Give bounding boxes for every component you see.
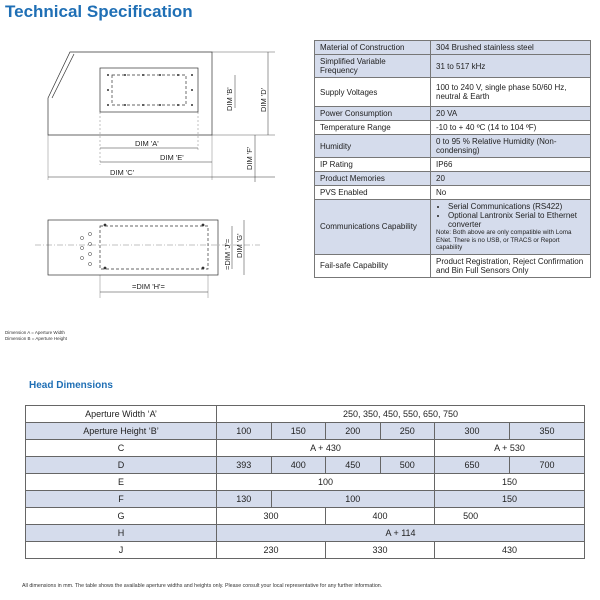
spec-row [315, 107, 591, 121]
spec-row [315, 78, 591, 107]
comms-list [436, 202, 585, 229]
cell: 400 [271, 457, 326, 474]
cell: 500 [380, 457, 435, 474]
dim-e-label: DIM 'E' [160, 153, 184, 162]
cell: 250 [380, 423, 435, 440]
table-row [26, 508, 585, 525]
aperture-outline [100, 68, 198, 112]
cell: 500 [435, 508, 585, 525]
spec-value: 31 to 517 kHz [431, 55, 591, 78]
dim-j-label: =DIM 'J'= [223, 238, 232, 270]
cell: 330 [326, 542, 435, 559]
cell: 250, 350, 450, 550, 650, 750 [217, 406, 585, 423]
head-outline-side [48, 220, 218, 275]
spec-label: Product Memories [315, 172, 431, 186]
cell: 100 [217, 423, 272, 440]
cell: 650 [435, 457, 510, 474]
row-label: D [26, 457, 217, 474]
comms-note: Note: Both above are only compatible with Loma ENet. There is no USB, or TRACS or Report capability [436, 229, 572, 251]
spec-row [315, 254, 591, 277]
row-label: G [26, 508, 217, 525]
spec-value [431, 200, 591, 255]
spec-row [315, 186, 591, 200]
spec-value: 0 to 95 % Relative Humidity (Non-condensing) [431, 135, 591, 158]
cell: 430 [435, 542, 585, 559]
spec-row [315, 135, 591, 158]
cell: A + 430 [217, 440, 435, 457]
head-dimensions-title: Head Dimensions [29, 380, 113, 391]
dim-h-label: =DIM 'H'= [132, 282, 165, 291]
dim-c-label: DIM 'C' [110, 168, 135, 177]
spec-row [315, 172, 591, 186]
spec-label: Supply Voltages [315, 78, 431, 107]
cell: 300 [435, 423, 510, 440]
cell: 200 [326, 423, 381, 440]
cell: 100 [217, 474, 435, 491]
spec-label: Temperature Range [315, 121, 431, 135]
spec-row [315, 41, 591, 55]
table-row [26, 440, 585, 457]
table-row [26, 491, 585, 508]
row-label: C [26, 440, 217, 457]
dim-b-label: DIM 'B' [225, 87, 234, 111]
dimension-notes [5, 330, 67, 342]
dim-g-label: DIM 'G' [235, 233, 244, 258]
spec-value: Product Registration, Reject Confirmation and Bin Full Sensors Only [431, 254, 591, 277]
footer-note: All dimensions in mm. The table shows the available aperture widths and heights only. Please consult your local representative for any further information. [22, 583, 383, 589]
table-row [26, 406, 585, 423]
row-label: Aperture Height ‘B’ [26, 423, 217, 440]
spec-value: 304 Brushed stainless steel [431, 41, 591, 55]
row-label: H [26, 525, 217, 542]
dim-a-label: DIM 'A' [135, 139, 159, 148]
page-title: Technical Specification [5, 2, 193, 21]
cell: 100 [271, 491, 435, 508]
dimension-note: Dimension A = Aperture Width [5, 330, 65, 335]
table-row [26, 525, 585, 542]
table-row [26, 423, 585, 440]
row-label: Aperture Width ‘A’ [26, 406, 217, 423]
cell: A + 114 [217, 525, 585, 542]
cell: 393 [217, 457, 272, 474]
spec-row [315, 158, 591, 172]
head-outline-front [48, 52, 212, 135]
spec-label: Simplified Variable Frequency [315, 55, 431, 78]
dim-d-label: DIM 'D' [259, 87, 268, 112]
dim-f-label: DIM 'F' [245, 146, 254, 170]
row-label: E [26, 474, 217, 491]
spec-row [315, 121, 591, 135]
cell: 450 [326, 457, 381, 474]
spec-label: Material of Construction [315, 41, 431, 55]
spec-table [314, 40, 591, 278]
spec-value: -10 to + 40 ºC (14 to 104 ºF) [431, 121, 591, 135]
table-row [26, 542, 585, 559]
spec-label: Power Consumption [315, 107, 431, 121]
cell: 400 [326, 508, 435, 525]
spec-value: 100 to 240 V, single phase 50/60 Hz, neutral & Earth [431, 78, 591, 107]
cell: 150 [435, 474, 585, 491]
spec-label: PVS Enabled [315, 186, 431, 200]
spec-label: Humidity [315, 135, 431, 158]
cell: 700 [509, 457, 584, 474]
technical-drawing [0, 30, 316, 330]
spec-value: 20 VA [431, 107, 591, 121]
spec-label: IP Rating [315, 158, 431, 172]
spec-label: Communications Capability [315, 200, 431, 255]
spec-value: IP66 [431, 158, 591, 172]
spec-value: 20 [431, 172, 591, 186]
spec-value: No [431, 186, 591, 200]
comms-item: • Serial Communications (RS422) [448, 202, 585, 211]
table-row [26, 474, 585, 491]
cell: 130 [217, 491, 272, 508]
cell: 350 [509, 423, 584, 440]
row-label: F [26, 491, 217, 508]
cell: 300 [217, 508, 326, 525]
row-label: J [26, 542, 217, 559]
cell: 230 [217, 542, 326, 559]
cell: 150 [435, 491, 585, 508]
dimension-note: Dimension B = Aperture Height [5, 336, 67, 341]
spec-label: Fail-safe Capability [315, 254, 431, 277]
cell: A + 530 [435, 440, 585, 457]
head-dimensions-table [25, 405, 585, 559]
comms-item: • Optional Lantronix Serial to Ethernet converter [448, 211, 585, 229]
spec-row [315, 200, 591, 255]
cell: 150 [271, 423, 326, 440]
spec-row [315, 55, 591, 78]
table-row [26, 457, 585, 474]
